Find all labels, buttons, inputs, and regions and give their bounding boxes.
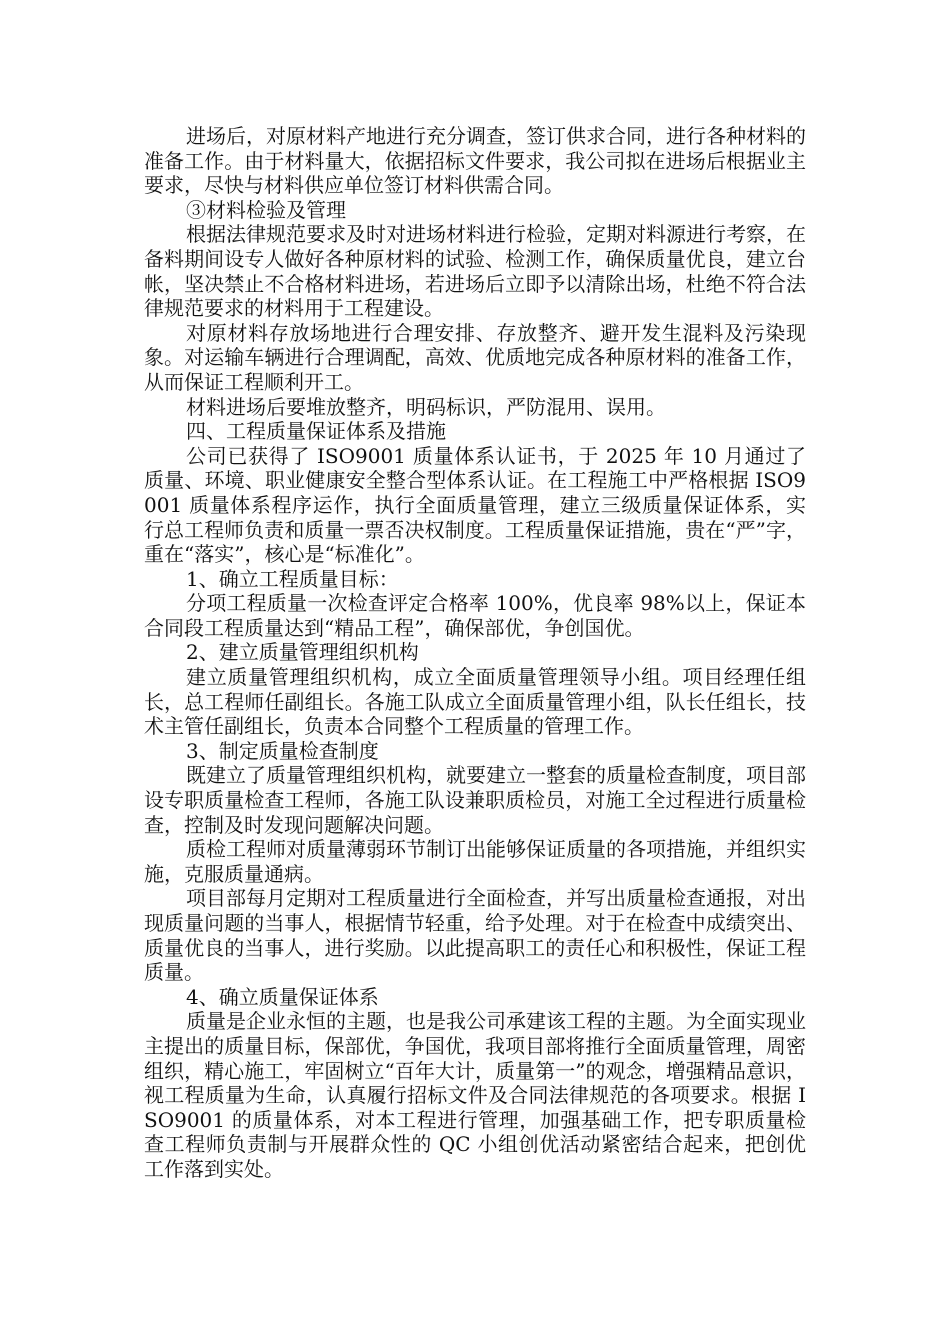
heading-quality-assurance: 4、确立质量保证体系	[186, 984, 379, 1009]
paragraph-iso-certification: 公司已获得了 ISO9001 质量体系认证书，于 2025 年 10 月通过了质量、环境、职业健康安全整合型体系认证。在工程施工中严格根据 ISO9001 质量体系程序运作，执行全面质量管理，建立三级质量保证体系，实行总工程师负责和质量一票否决权制度。工程质量保证措施，贵在“严”字，重在“落实”，核心是“标准化”。	[144, 443, 806, 567]
paragraph-quality-assurance: 质量是企业永恒的主题，也是我公司承建该工程的主题。为全面实现业主提出的质量目标，保部优，争国优，我项目部将推行全面质量管理，周密组织，精心施工，牢固树立“百年大计，质量第一”的观念，增强精品意识，视工程质量为生命，认真履行招标文件及合同法律规范的各项要求。根据 ISO9001 的质量体系，对本工程进行管理，加强基础工作，把专职质量检查工程师负责制与开展群众性的 QC 小组创优活动紧密结合起来，把创优工作落到实处。	[144, 1009, 806, 1181]
paragraph-quality-measures: 质检工程师对质量薄弱环节制订出能够保证质量的各项措施，并组织实施，克服质量通病。	[144, 837, 806, 886]
heading-quality-system: 四、工程质量保证体系及措施	[186, 419, 446, 444]
paragraph-inspection-system: 既建立了质量管理组织机构，就要建立一整套的质量检查制度，项目部设专职质量检查工程师，各施工队设兼职质检员，对施工全过程进行质量检查，控制及时发现问题解决问题。	[144, 763, 806, 837]
heading-material-inspection: ③材料检验及管理	[186, 197, 346, 222]
paragraph-quality-target: 分项工程质量一次检查评定合格率 100%，优良率 98%以上，保证本合同段工程质量达到“精品工程”，确保部优，争创国优。	[144, 591, 806, 640]
heading-quality-organization: 2、建立质量管理组织机构	[186, 640, 419, 665]
document-page	[144, 124, 806, 1182]
paragraph-monthly-inspection: 项目部每月定期对工程质量进行全面检查，并写出质量检查通报，对出现质量问题的当事人，根据情节轻重，给予处理。对于在检查中成绩突出、质量优良的当事人，进行奖励。以此提高职工的责任心和积极性，保证工程质量。	[144, 886, 806, 985]
paragraph-material-storage: 对原材料存放场地进行合理安排、存放整齐、避开发生混料及污染现象。对运输车辆进行合理调配，高效、优质地完成各种原材料的准备工作，从而保证工程顺利开工。	[144, 320, 806, 394]
paragraph-material-inspection: 根据法律规范要求及时对进场材料进行检验，定期对料源进行考察，在备料期间设专人做好各种原材料的试验、检测工作，确保质量优良，建立台帐，坚决禁止不合格材料进场，若进场后立即予以清除出场，杜绝不符合法律规范要求的材料用于工程建设。	[144, 222, 806, 321]
heading-inspection-system: 3、制定质量检查制度	[186, 738, 379, 763]
paragraph-quality-organization: 建立质量管理组织机构，成立全面质量管理领导小组。项目经理任组长，总工程师任副组长。各施工队成立全面质量管理小组，队长任组长，技术主管任副组长，负责本合同整个工程质量的管理工作。	[144, 665, 806, 739]
paragraph-material-preparation: 进场后，对原材料产地进行充分调查，签订供求合同，进行各种材料的准备工作。由于材料量大，依据招标文件要求，我公司拟在进场后根据业主要求，尽快与材料供应单位签订材料供需合同。	[144, 124, 806, 198]
paragraph-material-stacking: 材料进场后要堆放整齐，明码标识，严防混用、误用。	[186, 394, 666, 419]
heading-quality-target: 1、确立工程质量目标：	[186, 566, 399, 591]
